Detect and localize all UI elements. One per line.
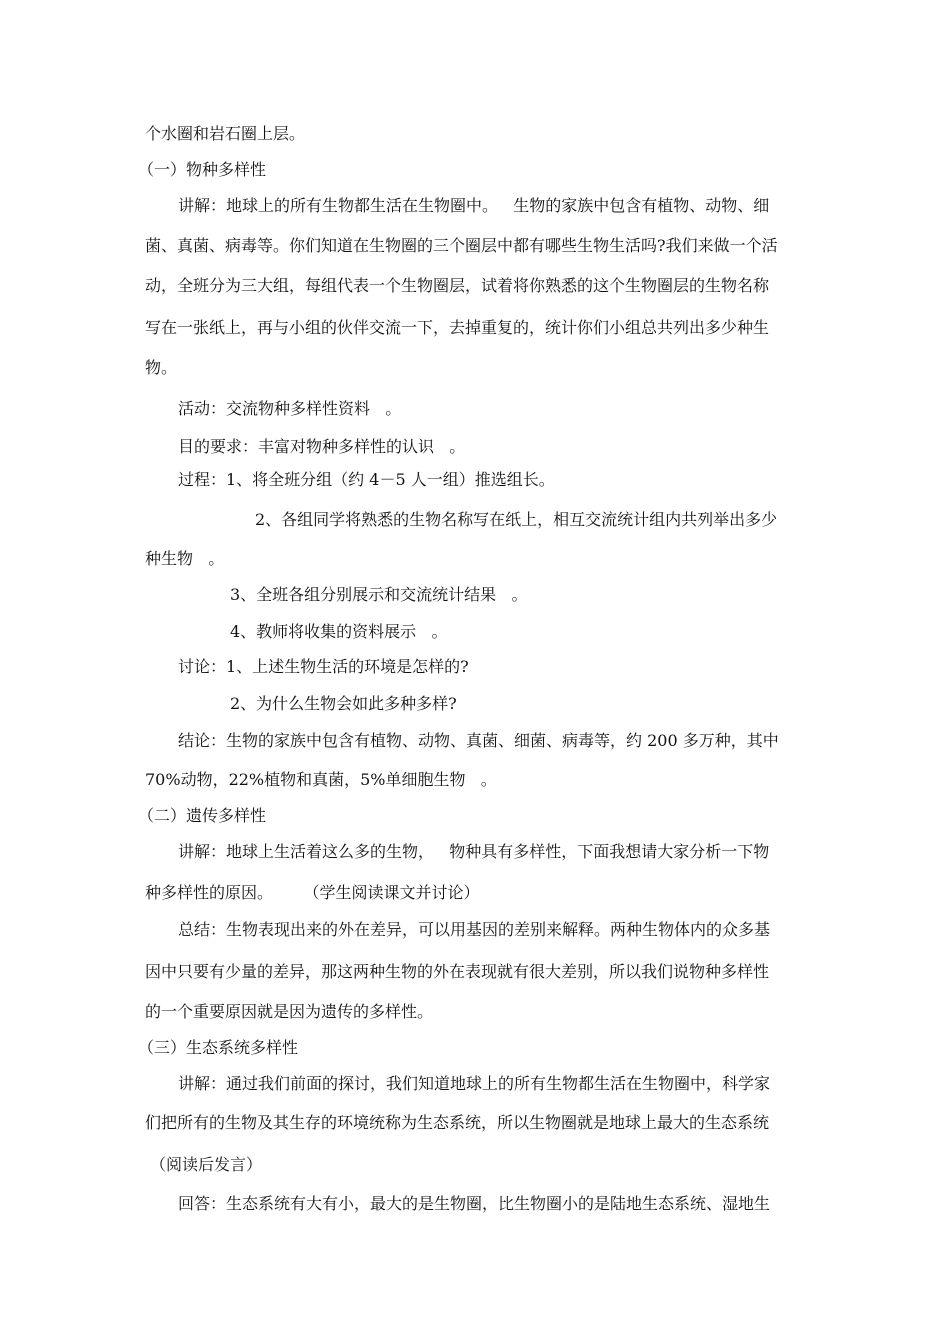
text-line: 讲解：地球上的所有生物都生活在生物圈中。 生物的家族中包含有植物、动物、细 [178, 196, 770, 215]
text-line: 菌、真菌、病毒等。你们知道在生物圈的三个圈层中都有哪些生物生活吗?我们来做一个活 [145, 236, 778, 255]
text-line: （阅读后发言） [150, 1155, 263, 1174]
text-line: 物。 [145, 358, 178, 377]
text-line: 的一个重要原因就是因为遗传的多样性。 [145, 1002, 434, 1021]
text-line: 种多样性的原因。 （学生阅读课文并讨论） [145, 883, 480, 902]
text-line: 讨论：1、上述生物生活的环境是怎样的? [178, 657, 469, 676]
section-heading: （二）遗传多样性 [138, 806, 267, 825]
text-line: 70%动物，22%植物和真菌，5%单细胞生物 。 [145, 770, 497, 789]
text-line: 4、教师将收集的资料展示 。 [230, 622, 448, 641]
text-line: 讲解：通过我们前面的探讨，我们知道地球上的所有生物都生活在生物圈中，科学家 [178, 1074, 771, 1093]
text-line: 活动：交流物种多样性资料 。 [178, 399, 402, 418]
text-line: 因中只要有少量的差异，那这两种生物的外在表现就有很大差别，所以我们说物种多样性 [145, 962, 770, 981]
text-line: 3、全班各组分别展示和交流统计结果 。 [230, 585, 528, 604]
text-line: 回答：生态系统有大有小，最大的是生物圈，比生物圈小的是陆地生态系统、湿地生 [178, 1194, 771, 1213]
text-line: 写在一张纸上，再与小组的伙伴交流一下，去掉重复的，统计你们小组总共列出多少种生 [145, 318, 770, 337]
text-line: 总结：生物表现出来的外在差异，可以用基因的差别来解释。两种生物体内的众多基 [178, 920, 771, 939]
section-heading: （三）生态系统多样性 [138, 1038, 299, 1057]
text-line: 2、各组同学将熟悉的生物名称写在纸上，相互交流统计组内共列举出多少 [255, 510, 778, 529]
text-line: 种生物 。 [145, 549, 225, 568]
text-line: 过程：1、将全班分组（约 4－5 人一组）推选组长。 [178, 470, 555, 489]
text-line: 个水圈和岩石圈上层。 [145, 124, 306, 143]
text-line: 结论：生物的家族中包含有植物、动物、真菌、细菌、病毒等，约 200 多万种，其中 [178, 731, 779, 750]
text-line: 动，全班分为三大组，每组代表一个生物圈层，试着将你熟悉的这个生物圈层的生物名称 [145, 276, 770, 295]
text-line: 讲解：地球上生活着这么多的生物， 物种具有多样性，下面我想请大家分析一下物 [178, 842, 770, 861]
text-line: 2、为什么生物会如此多种多样? [230, 694, 457, 713]
section-heading: （一）物种多样性 [138, 160, 267, 179]
text-line: 目的要求：丰富对物种多样性的认识 。 [178, 437, 466, 456]
text-line: 们把所有的生物及其生存的环境统称为生态系统，所以生物圈就是地球上最大的生态系统 [145, 1113, 770, 1132]
